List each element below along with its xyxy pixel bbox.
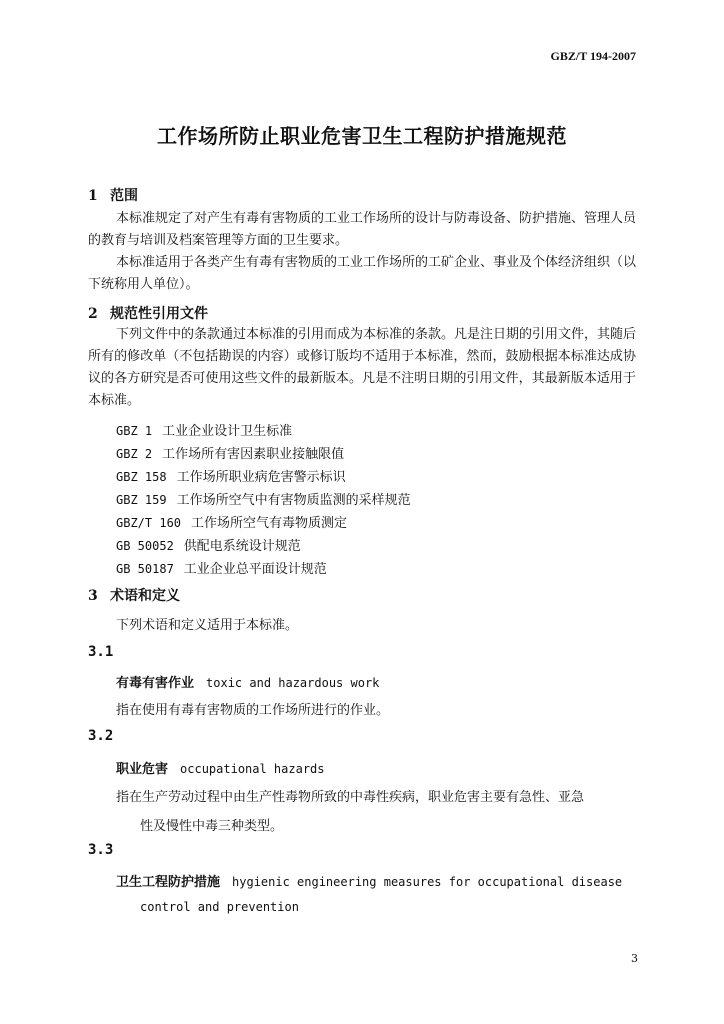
- term-definition: 指在使用有毒有害物质的工作场所进行的作业。: [116, 703, 390, 718]
- reference-title: 工作场所空气有毒物质测定: [191, 516, 348, 531]
- section-title: 范围: [110, 188, 138, 204]
- section-number: 3: [88, 588, 98, 604]
- term-entry: [116, 871, 622, 890]
- term-english: toxic and hazardous work: [206, 676, 380, 690]
- term-entry: [116, 758, 325, 777]
- reference-title: 供配电系统设计规范: [183, 539, 301, 554]
- reference-title: 工作场所有害因素职业接触限值: [162, 447, 345, 462]
- section-2-heading: [88, 303, 208, 323]
- normative-references-list: [116, 420, 411, 581]
- reference-title: 工业企业设计卫生标准: [162, 424, 293, 439]
- section-number: 2: [88, 306, 98, 322]
- reference-item: [116, 489, 411, 512]
- reference-item: [116, 512, 411, 535]
- page-number: 3: [631, 952, 638, 965]
- term-chinese: 职业危害: [116, 762, 169, 777]
- term-english-continued: control and prevention: [140, 900, 299, 914]
- term-english: hygienic engineering measures for occupational disease: [232, 875, 623, 889]
- reference-code: GB 50052: [116, 539, 174, 553]
- reference-item: [116, 466, 411, 489]
- reference-code: GBZ/T 160: [116, 516, 182, 530]
- term-definition: [116, 783, 638, 841]
- document-title: 工作场所防止职业危害卫生工程防护措施规范: [157, 124, 567, 148]
- term-entry: [116, 672, 379, 691]
- reference-code: GB 50187: [116, 562, 174, 576]
- reference-code: GBZ 1: [116, 424, 153, 438]
- reference-code: GBZ 158: [116, 470, 167, 484]
- reference-title: 工业企业总平面设计规范: [183, 562, 327, 577]
- section-title: 规范性引用文件: [110, 306, 208, 322]
- section-2-paragraph-1: 下列文件中的条款通过本标准的引用而成为本标准的条款。凡是注日期的引用文件，其随后所有的修改单（不包括勘误的内容）或修订版均不适用于本标准，然而，鼓励根据本标准达成协议的各方研究是否可使用这些文件的最新版本。凡是不注明日期的引用文件，其最新版本适用于本标准。: [88, 327, 637, 408]
- reference-code: GBZ 2: [116, 447, 153, 461]
- reference-item: [116, 420, 411, 443]
- reference-title: 工作场所空气中有害物质监测的采样规范: [176, 493, 411, 508]
- section-3-heading: [88, 585, 180, 605]
- section-1-paragraph-1: 本标准规定了对产生有毒有害物质的工业工作场所的设计与防毒设备、防护措施、管理人员的教育与培训及档案管理等方面的卫生要求。: [88, 211, 637, 248]
- standard-code: GBZ/T 194-2007: [550, 49, 636, 63]
- term-chinese: 有毒有害作业: [116, 676, 195, 691]
- clause-number: 3.1: [88, 644, 114, 660]
- term-chinese: 卫生工程防护措施: [116, 875, 221, 890]
- section-1-heading: [88, 185, 138, 205]
- section-3-intro: 下列术语和定义适用于本标准。: [116, 618, 299, 633]
- section-number: 1: [88, 188, 98, 204]
- reference-title: 工作场所职业病危害警示标识: [176, 470, 346, 485]
- clause-number: 3.3: [88, 842, 114, 858]
- reference-item: [116, 443, 411, 466]
- reference-item: [116, 558, 411, 581]
- section-title: 术语和定义: [110, 588, 180, 604]
- definition-line: 性及慢性中毒三种类型。: [140, 819, 284, 834]
- reference-item: [116, 535, 411, 558]
- reference-code: GBZ 159: [116, 493, 167, 507]
- term-english: occupational hazards: [180, 762, 325, 776]
- definition-line: 指在生产劳动过程中由生产性毒物所致的中毒性疾病，职业危害主要有急性、亚急: [116, 790, 585, 805]
- clause-number: 3.2: [88, 728, 114, 744]
- section-1-paragraph-2: 本标准适用于各类产生有毒有害物质的工业工作场所的工矿企业、事业及个体经济组织（以下统称用人单位）。: [88, 255, 637, 292]
